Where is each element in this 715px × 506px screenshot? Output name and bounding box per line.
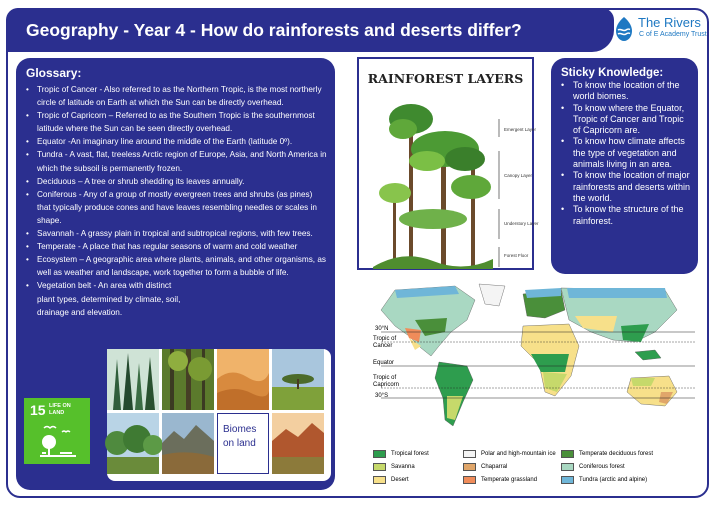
rainforest-layers-illustration [363, 89, 539, 269]
biomes-on-land-box [217, 413, 269, 474]
savanna-photo [272, 349, 324, 410]
glossary-item: • Deciduous – A tree or shrub shedding its leaves annually. [26, 175, 328, 188]
sticky-heading: Sticky Knowledge: [561, 67, 664, 79]
glossary-item: • Equator -An imaginary line around the middle of the Earth (latitude 0º). [26, 135, 328, 148]
sticky-item: • To know how climate affects the type of vegetation and animals living in an area. [561, 136, 693, 170]
glossary-item: • Tropic of Cancer - Also referred to as the Northern Tropic, is the most northerly circle of latitude on Earth at which the Sun can be directly overhead. [26, 83, 328, 109]
rainforest-poster-title: RAINFOREST LAYERS [367, 71, 524, 86]
legend-swatch [561, 450, 574, 458]
legend-swatch [463, 476, 476, 484]
legend-swatch [463, 463, 476, 471]
sticky-item: • To know the structure of the rainforest. [561, 204, 693, 227]
tropic-of-cancer-label: Tropic of Cancer [373, 336, 397, 349]
grassland-photo [272, 413, 324, 474]
legend-swatch [561, 476, 574, 484]
emergent-layer-label: Emergent Layer [504, 127, 537, 132]
sticky-item: • To know the location of major rainforests and deserts within the world. [561, 170, 693, 204]
canopy-layer-label: Canopy Layer [504, 173, 533, 178]
biomes-label: Biomes on land [223, 424, 257, 449]
sticky-item: • To know the location of the world biomes. [561, 80, 693, 103]
sticky-item: • To know where the Equator, Tropic of Cancer and Tropic of Capricorn are. [561, 103, 693, 137]
glossary-item: • Tundra - A vast, flat, treeless Arctic region of Europe, Asia, and North America in which the subsoil is permanently frozen. [26, 148, 328, 174]
glossary-item: • Ecosystem – A geographic area where plants, animals, and other organisms, as well as weather and landscape, work together to form a bubble of life. [26, 253, 328, 279]
logo-subtitle: C of E Academy Trust [639, 31, 707, 38]
logo-name: The Rivers [638, 15, 701, 30]
sdg-15-badge [24, 398, 90, 464]
temperate-forest-photo [107, 413, 159, 474]
forest-floor-label: Forest Floor [504, 253, 529, 258]
school-logo [614, 14, 710, 46]
world-biomes-map [355, 280, 701, 492]
tree-and-birds-icon [38, 422, 78, 460]
legend-swatch [373, 450, 386, 458]
legend-swatch [373, 476, 386, 484]
glossary-item: • Coniferous - Any of a group of mostly evergreen trees and shrubs (as pines) that typically produce cones and have leaves resembling needles or scales in shape. [26, 188, 328, 227]
understory-layer-label: Understory Layer [504, 221, 539, 226]
title-bar [6, 8, 614, 52]
desert-photo [217, 349, 269, 410]
sticky-knowledge-panel [551, 58, 698, 274]
glossary-item: • Savannah - A grassy plain in tropical and subtropical regions, with few trees. [26, 227, 328, 240]
map-legend: Tropical forest Polar and high-mountain ice Temperate deciduous forest Savanna Chaparral Coniferous forest Desert Temperate grassland Tundra (arctic and alpine) [365, 450, 701, 490]
sdg-label: LIFE ON LAND [49, 403, 71, 416]
lat-30n-label: 30°N [375, 326, 389, 332]
tropic-of-capricorn-label: Tropic of Capricorn [373, 375, 400, 388]
coniferous-forest-photo [107, 349, 159, 410]
glossary-item: • Temperate - A place that has regular seasons of warm and cold weather [26, 240, 328, 253]
legend-swatch [463, 450, 476, 458]
lat-30s-label: 30°S [375, 393, 389, 399]
world-map [355, 280, 701, 440]
sdg-number: 15 [30, 402, 46, 418]
glossary-item: • Tropic of Capricorn – Referred to as the Southern Tropic is the southernmost latitude where the Sun can be seen directly overhead. [26, 109, 328, 135]
legend-swatch [373, 463, 386, 471]
equator-label: Equator [373, 360, 395, 366]
rainforest-photo [162, 349, 214, 410]
glossary-heading: Glossary: [26, 66, 82, 80]
tundra-photo [162, 413, 214, 474]
sticky-list [561, 80, 693, 227]
rivers-logo-icon [614, 16, 634, 42]
glossary-list [26, 83, 328, 319]
page-title: Geography - Year 4 - How do rainforests and deserts differ? [26, 20, 522, 40]
legend-swatch [561, 463, 574, 471]
biome-photo-collage [107, 349, 331, 481]
rainforest-layers-poster [357, 57, 539, 270]
glossary-item: • Vegetation belt - An area with distinct plant types, determined by climate, soil, drainage and elevation. [26, 279, 186, 318]
